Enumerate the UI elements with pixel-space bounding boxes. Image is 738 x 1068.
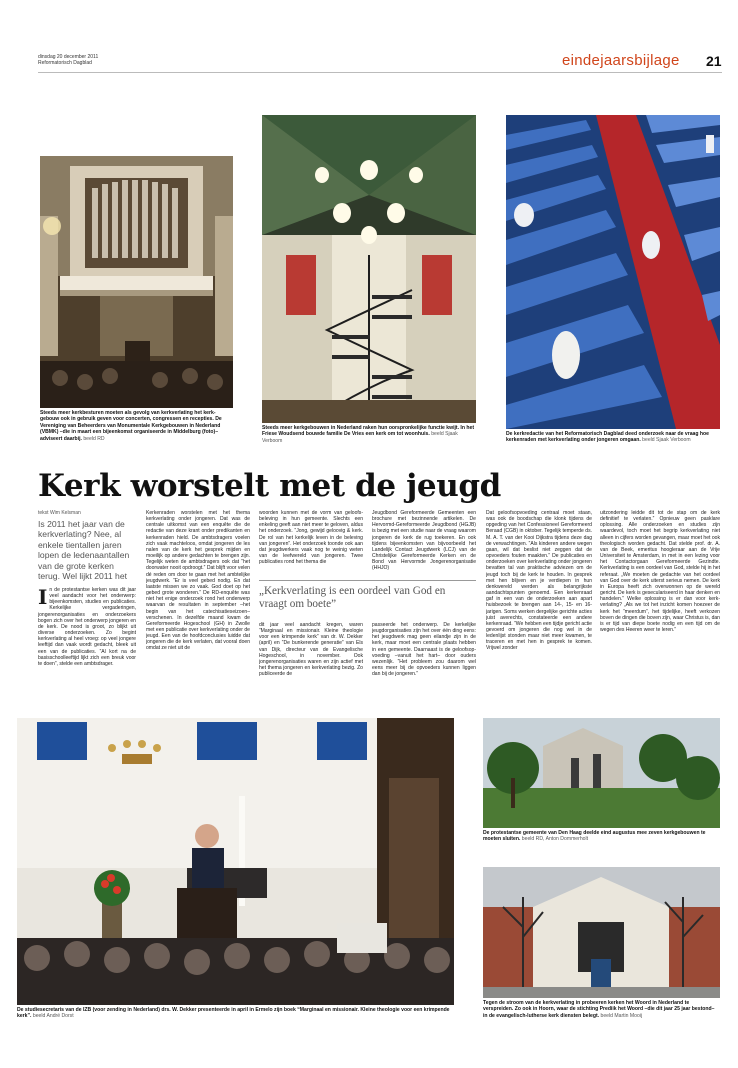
header-date: dinsdag 20 december 2011 — [38, 54, 99, 60]
article-column-2: Kerkenraden worstelen met het thema kerkverlating onder jongeren. Dat was de centrale uitkomst van een enquête die de redactie van deze krant onder predikanten en kerkenraden hield. De ambtsdragers voelen zich vaak machteloos, omdat jongeren de les nalen van de kerk het gesprek mijden en moeilijk op andere gedachten te brengen zijn. Tegelijk weten de ambtsdragers ook dat “het doorwater nooit opdroogt.” Dat blijft voor velen dé reden om door te gaan met het ambtelijke jeugdwerk. “Er is veel gebed nodig. En dat laatste missen we zo vaak. God doet op het gebed grote wonderen.” De RD-enquête was niet het enige onderzoek rond het onderwerp waarvan de resultaten in september –het begin van het catechisatieseizoen– verschenen. In dezelfde maand kwam de Gereformeerde Hogeschool (GH) in Zwolle met een publicatie over kerkverlating onder de jeugd. Een van de hoofdconclusies luidde dat jongeren die de kerk verlaten, dat vooral doen omdat ze niet uit de — [146, 510, 250, 652]
caption-stair — [262, 425, 476, 444]
article-intro: Is 2011 het jaar van de kerkverlating? Nee, al enkele tientallen jaren lopen de ledenaantallen van de grote kerken terug. Wel lijkt 2011 het — [38, 519, 130, 581]
caption-speaker — [17, 1007, 454, 1020]
column-1-text: n de protestantse kerken was dit jaar veel aandacht voor het onderwerp: bijeenkomsten, studies en publicaties. Kerkelijke vergaderingen, jongerenorganisaties en onderzoekers bogen zich over het onderwerp jongeren en de kerk. De nood is groot, zo blijkt uit diverse onderzoeken. Zo begint kerkverlating al heel vroeg: op veel jongere leeftijd dan vaak wordt gedacht, bleek uit een van de publicaties. “Al kort na de basisschoolleeftijd lijkt zich een breuk voor te doen”, stelde een ambtsdrager. — [38, 587, 136, 667]
photo-hague-church — [483, 718, 720, 828]
article-column-3-top: woorden kunnen met de vorm van geloofsbeleving in hun gemeente. Slechts een enkeling geeft aan niet meer te geloven, aldus het onderzoek. “Jong, gewijd geloovig & kerk. De rol van het kerkelijk leven in de beleving van jongeren”. Het onderzoek toonde ook aan dat jeugdwerkers vaak nog te weinig weten van de leefwereld van jongeren. Twee publicaties rond het thema die — [259, 510, 363, 566]
photo-blue-pews — [506, 115, 720, 429]
article-byline: tekst Wim Kelsman — [38, 510, 81, 516]
drop-cap: I — [38, 587, 48, 609]
caption-organ-credit: beeld RD — [83, 435, 105, 442]
photo-organ-church — [40, 156, 233, 408]
photo-spiral-staircase — [262, 115, 476, 423]
section-title: eindejaarsbijlage — [562, 52, 680, 69]
article-column-4-bottom: passeerde het onderwerp. De kerkelijke jeugdorganisaties zijn het over één ding eens: het jeugdwerk mag geen eilandje zijn in de kerk, maar moet een centrale plaats hebben in een gemeente. Daarnaast is de geloofsopvoeding –vanuit het hart– door ouders wezenlijk. “Het probleem zou daarom wel eens meer bij de opvoeders kunnen liggen dan bij de jongeren.” — [372, 622, 476, 678]
article-column-6: uitzondering leidde dit tot de stap om de kerk definitief te verlaten.” Opnieuw geen pasklare oplossing. Alle onderzoeken en studies zijn waardevol, toch moet het begrip kerkverlating niet alleen in cijfers worden gevangen, maar moet het ook theologisch worden gedacht. Dat stelde prof. dr. A. van de Beek, emeritus hoogleraar aan de Vrije Universiteit te Amsterdam, in met in een lezing voor het Contactorgaan Gereformeerde Gezindte. Kerkverlating is een oordeel van God, stelde hij in het referaat. „We moeten de gedachte van het oordeel van God over de kerk uiterst serieus nemen. De kerk in Europa heeft zich overwonnen op de wereld gericht. De kerk is geseculariseerd in haar denken en handelen.” Welke oplossing is er dan voor kerkverlating? „Als we tot het inzicht komen hoezeer de kerk het “meerdum”, het tijdelijke, heeft verkozen boven de dingen die boven zijn, waar Christus is, dan is er tijd van diepe boete nodig en een tijd om de wegen des Heeren weer te leren.” — [600, 510, 720, 633]
caption-speaker-credit: beeld André Dorst — [32, 1013, 74, 1020]
header-rule — [38, 72, 722, 73]
page-number: 21 — [706, 53, 722, 69]
caption-pews-text: De kerkredactie van het Reformatorisch Dagblad deed onderzoek naar de vraag hoe kerkenraden met kerkverlating onder jongeren omgaan. — [506, 431, 709, 444]
pull-quote: „Kerkverlating is een oordeel van God en vraagt om boete” — [259, 580, 476, 616]
caption-hague-text: De protestantse gemeente van Den Haag deelde eind augustus mee zeven kerkgebouwen te moeten sluiten. — [483, 830, 706, 843]
caption-hoorn — [483, 1000, 720, 1019]
photo-hoorn-church — [483, 867, 720, 998]
header-paper: Reformatorisch Dagblad — [38, 60, 92, 66]
caption-hague-credit: beeld RD, Anton Dommerholt — [521, 836, 589, 843]
caption-stair-text: Steeds meer kerkgebouwen in Nederland raken hun oorspronkelijke functie kwijt. In het Friese Woudsend bouwde familie De Vries een kerk om tot woonhuis. — [262, 425, 475, 438]
column-1-body — [38, 587, 136, 691]
caption-pews — [506, 431, 720, 444]
caption-organ — [40, 410, 233, 442]
caption-organ-text: Steeds meer kerkbesturen moeten als gevolg van kerkverlating het kerkgebouw ook in gebruik geven voor concerten, congressen en recepties. De Vereniging van Beheerders van Monumentale Kerkgebouwen in Nederland (VBMK) –die in maart een bijeenkomst organiseerde in Middelburg (foto)– adviseert daarbij. — [40, 410, 222, 442]
caption-speaker-text: De studiesecretaris van de IZB (voor zending in Nederland) drs. W. Dekker presenteerde in april in Ermelo zijn boek “Marginaal en missionair. Kleine theologie voor een krimpende kerk”. — [17, 1007, 450, 1020]
caption-pews-credit: beeld Sjaak Verboom — [642, 437, 691, 444]
header-date-block — [38, 54, 178, 66]
caption-hague — [483, 830, 720, 843]
article-column-4-top: Jeugdbond Gereformeerde Gemeenten een brochure met bezinnende artikelen. De Hervormd-Gereformeerde Jeugdbond (HGJB) is bezig met een studie naar de vraag waarom jongeren de kerk de rug toekeren. En ook tijdens bijeenkomsten van bijvoorbeeld het Landelijk Contact Jeugdwerk (LCJ) van de Christelijke Gereformeerde Kerken en de Bond van Hervormde Jongerenorganisatie (HHJO) — [372, 510, 476, 570]
caption-hoorn-credit: beeld Martin Mooij — [600, 1012, 643, 1019]
article-column-5: Dat geloofsopvoeding centraal moet staan, was ook de boodschap die klonk tijdens de opgeding van het Confessioneel Gereformeerd Beraad (CGB) in oktober. Tegelijk temperde ds. M. A. T. van der Kooi Dijkstra tijdens deze dag de verwachtingen. “Als kinderen andere wegen gaan, wil dat beslist niet zeggen dat de opvoeders fouten maakten.” De publicaties en onderzoeken over kerkverlating onder jongeren bevatten tal van praktische adviezen om de jeugd toch bij de kerk te houden. In gesprek met hen blijven en je verdiepen in hun denkwereld werden als belangrijkste aandachtspunten genoemd. Een kerkenraad gaf in een van de onderzoeken aan apart huisbezoek te brengen aan 14-, 15- en 16-jarigen. Soms werken dergelijke gerichte acties juist averechts, constateerde een andere kerkenraad. “We hebben een tijdje gericht actie gevoerd om jongeren die nog wel in de ledenlijst stonden maar niet meer kwamen, te traceren en met hen in gesprek te komen. Vrijwel zonder — [486, 510, 592, 652]
article-headline: Kerk worstelt met de jeugd — [38, 468, 501, 504]
photo-speaker-lecture — [17, 718, 454, 1005]
article-column-3-bottom: dit jaar veel aandacht kregen, waren “Marginaal en missionair. Kleine theologie voor een krimpende kerk” van dr. W. Dekker (april) en “De bunkerende generatie” van Els van Dijk, directeur van de Evangelische Hogeschool, in november. Ook jongerenorganisaties waren en zijn actief met het thema jongeren en kerkverlating bezig. Zo publiceerde de — [259, 622, 363, 678]
article-column-1 — [38, 510, 136, 692]
caption-stair-credit: beeld Sjaak Verboom — [262, 431, 458, 444]
caption-hoorn-text: Tegen de stroom van de kerkverlating in probeeren kerken het Woord in Nederland te verspreiden. Zo ook in Hoorn, waar de stichting Prediik het Woord –die dit jaar 25 jaar bestond– in de evangelisch-lutherse kerk diensten belegt. — [483, 1000, 715, 1019]
